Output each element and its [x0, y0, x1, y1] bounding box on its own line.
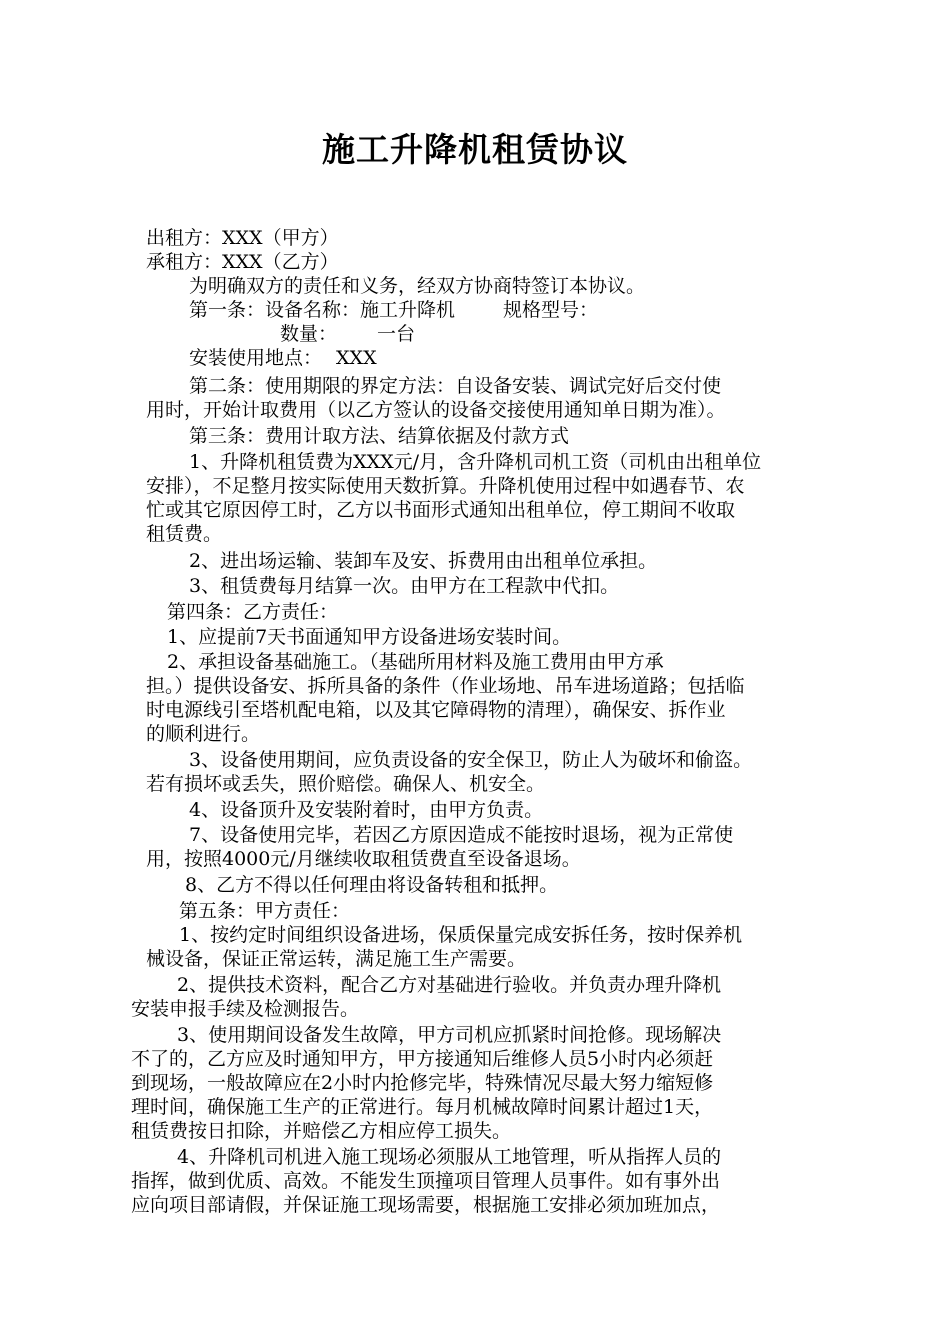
article-3-p1-line: 1、升降机租赁费为XXX元/月，含升降机司机工资（司机由出租单位	[189, 451, 762, 473]
article-5-p3-line: 不了的，乙方应及时通知甲方，甲方接通知后维修人员5小时内必须赶	[131, 1048, 714, 1070]
article-4-p2-line: 时电源线引至塔机配电箱，以及其它障碍物的清理），确保安、拆作业	[146, 699, 726, 721]
article-4-p7-line: 用，按照4000元/月继续收取租赁费直至设备退场。	[146, 848, 581, 870]
article-5-p2-line: 安装申报手续及检测报告。	[131, 998, 360, 1020]
article-5-p3-line: 租赁费按日扣除，并赔偿乙方相应停工损失。	[131, 1120, 512, 1142]
quantity-value: 一台	[377, 323, 416, 345]
article-5-p3-line: 3、使用期间设备发生故障，甲方司机应抓紧时间抢修。现场解决	[177, 1024, 722, 1046]
model-label: 规格型号：	[503, 299, 599, 321]
document-title: 施工升降机租赁协议	[322, 130, 628, 169]
article-3-p1-line: 安排），不足整月按实际使用天数折算。升降机使用过程中如遇春节、农	[146, 475, 745, 497]
article-4-title: 第四条：乙方责任：	[167, 601, 339, 623]
quantity-line	[280, 322, 415, 346]
article-3-p1-line: 忙或其它原因停工时，乙方以书面形式通知出租单位，停工期间不收取	[146, 499, 736, 521]
article-2-line: 用时，开始计取费用（以乙方签认的设备交接使用通知单日期为准）。	[146, 399, 726, 421]
article-3-p1-line: 租赁费。	[146, 523, 223, 545]
lessee-line: 承租方：XXX（乙方）	[146, 251, 339, 273]
article-1-line	[189, 298, 598, 322]
article-4-p1: 1、应提前7天书面通知甲方设备进场安装时间。	[167, 626, 572, 648]
article-2-line: 第二条：使用期限的界定方法：自设备安装、调试完好后交付使	[189, 375, 722, 397]
article-4-p2-line: 担。）提供设备安、拆所具备的条件（作业场地、吊车进场道路；包括临	[146, 675, 745, 697]
article-5-p1-line: 械设备，保证正常运转，满足施工生产需要。	[146, 948, 527, 970]
article-5-p2-line: 2、提供技术资料，配合乙方对基础进行验收。并负责办理升降机	[177, 974, 722, 996]
article-4-p3-line: 若有损坏或丢失，照价赔偿。确保人、机安全。	[146, 773, 546, 795]
article-3-p2: 2、进出场运输、装卸车及安、拆费用由出租单位承担。	[189, 550, 658, 572]
article-4-p7-line: 7、设备使用完毕，若因乙方原因造成不能按时退场，视为正常使	[189, 824, 734, 846]
article-5-title: 第五条：甲方责任：	[179, 900, 351, 922]
article-5-p3-line: 到现场，一般故障应在2小时内抢修完毕，特殊情况尽最大努力缩短修	[131, 1072, 714, 1094]
article-4-p3-line: 3、设备使用期间，应负责设备的安全保卫，防止人为破坏和偷盗。	[189, 749, 753, 771]
site-value: XXX	[336, 347, 377, 369]
article-5-p4-line: 应向项目部请假，并保证施工现场需要，根据施工安排必须加班加点，	[131, 1194, 721, 1216]
article-4-p4: 4、设备顶升及安装附着时，由甲方负责。	[189, 799, 544, 821]
article-5-p1-line: 1、按约定时间组织设备进场，保质保量完成安拆任务，按时保养机	[179, 924, 743, 946]
article-5-p4-line: 4、升降机司机进入施工现场必须服从工地管理，听从指挥人员的	[177, 1146, 722, 1168]
lessor-line: 出租方：XXX（甲方）	[146, 227, 339, 249]
article-4-p2-line: 2、承担设备基础施工。（基础所用材料及施工费用由甲方承	[167, 651, 664, 673]
article-4-p8: 8、乙方不得以任何理由将设备转租和抵押。	[185, 874, 559, 896]
equipment-name: 第一条：设备名称：施工升降机	[189, 299, 456, 321]
quantity-label: 数量：	[280, 323, 338, 345]
article-4-p2-line: 的顺利进行。	[146, 723, 261, 745]
article-3-title: 第三条：费用计取方法、结算依据及付款方式	[189, 425, 570, 447]
intro-paragraph: 为明确双方的责任和义务，经双方协商特签订本协议。	[189, 275, 646, 297]
article-3-p3: 3、租赁费每月结算一次。由甲方在工程款中代扣。	[189, 575, 620, 597]
article-5-p4-line: 指挥，做到优质、高效。不能发生顶撞项目管理人员事件。如有事外出	[131, 1170, 721, 1192]
site-line	[189, 346, 377, 370]
article-5-p3-line: 理时间，确保施工生产的正常进行。每月机械故障时间累计超过1天，	[131, 1096, 714, 1118]
site-label: 安装使用地点：	[189, 347, 323, 369]
